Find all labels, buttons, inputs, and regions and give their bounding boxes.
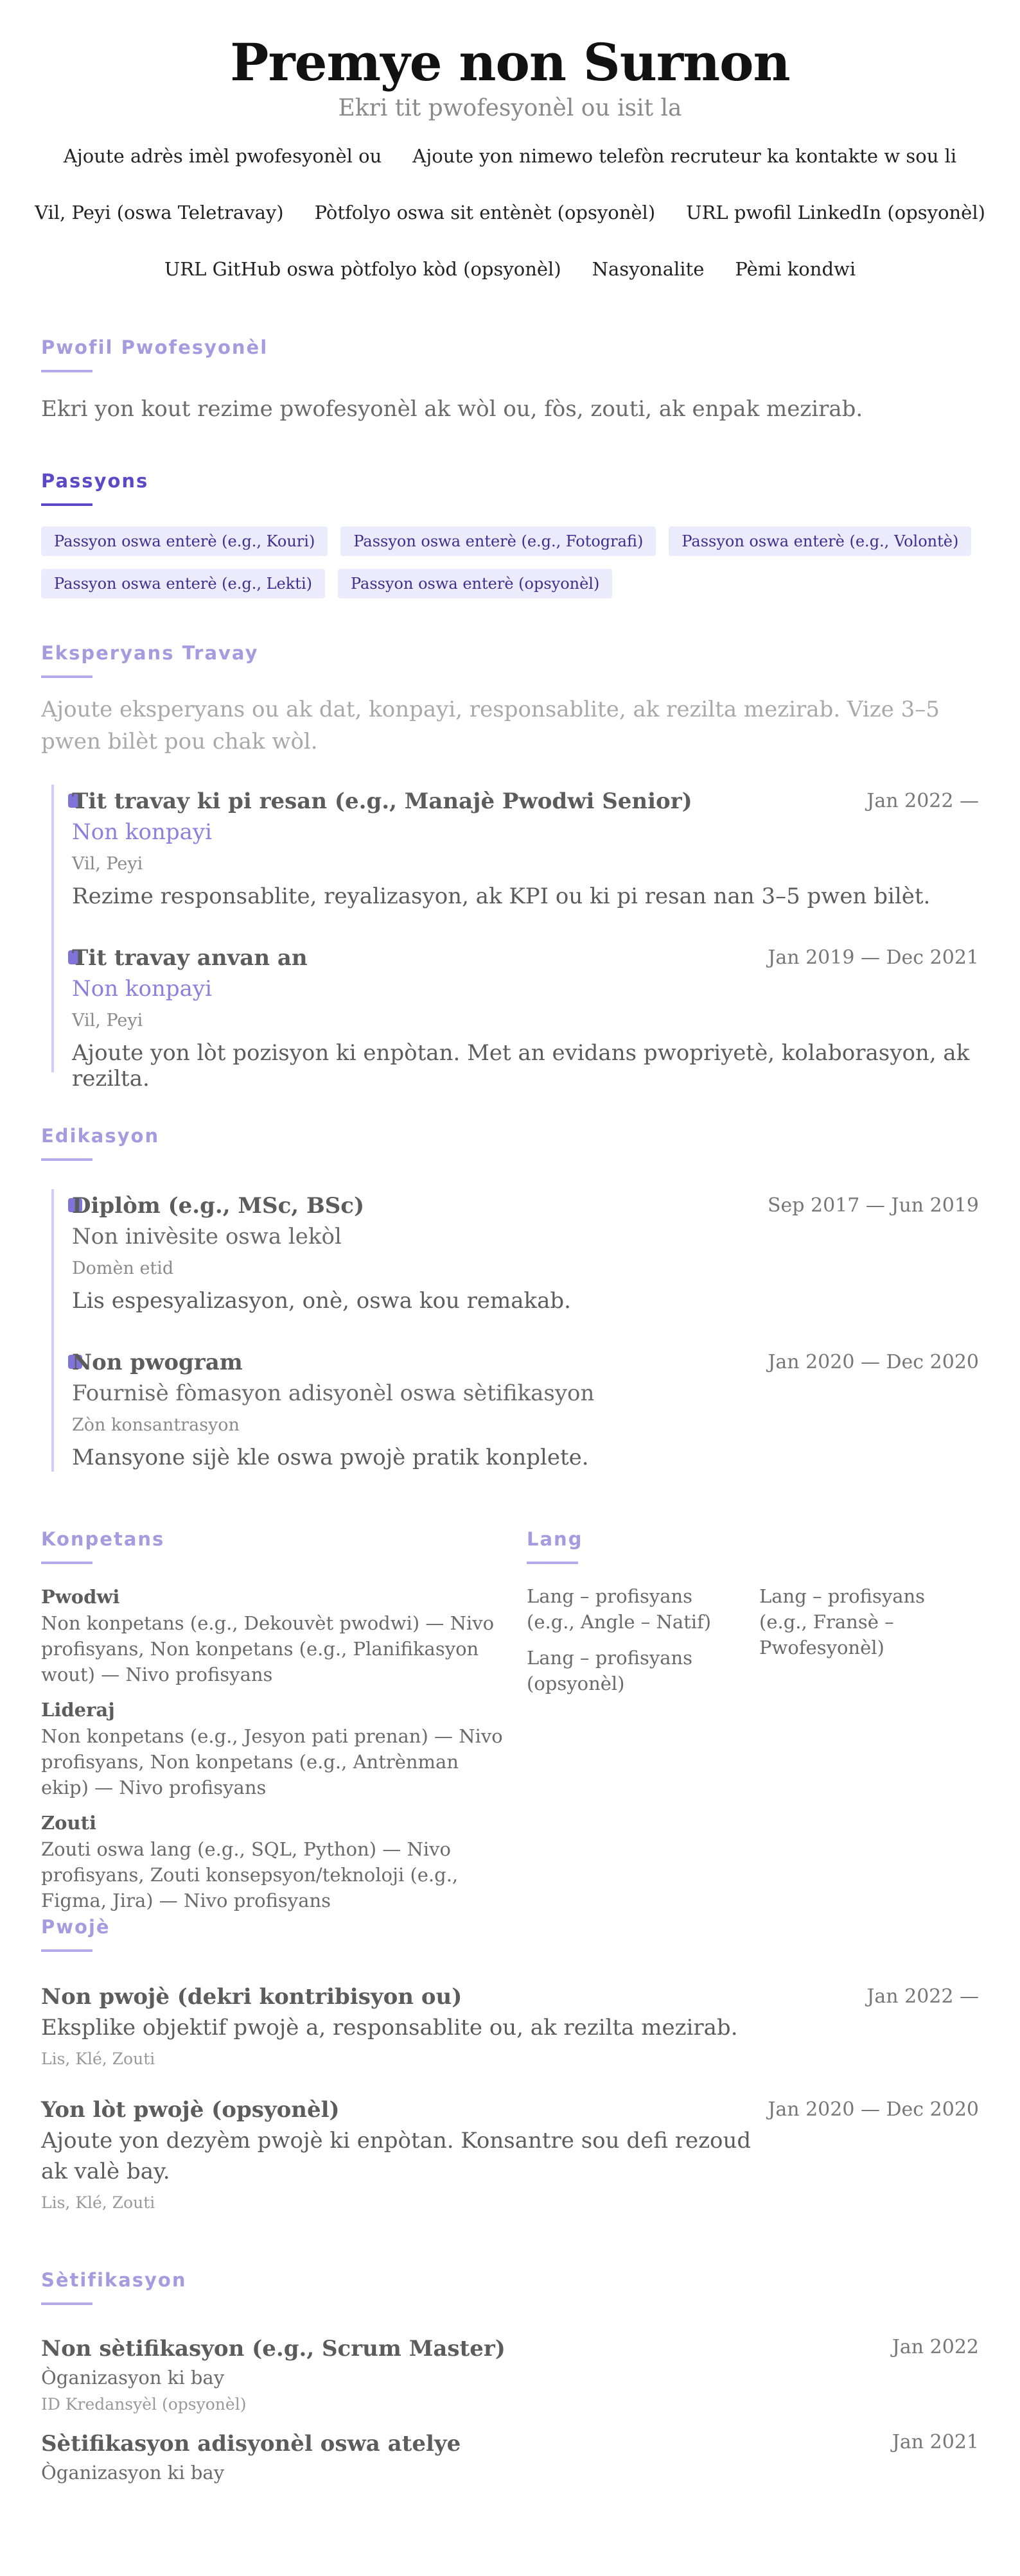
education-field: Zòn konsantrasyon <box>72 1415 240 1435</box>
projects-section-rule <box>41 1949 92 1952</box>
certification-name: Non sètifikasyon (e.g., Scrum Master) <box>41 2336 506 2362</box>
skill-category: Lideraj <box>41 1699 115 1721</box>
certification-credential-id: ID Kredansyèl (opsyonèl) <box>41 2395 247 2414</box>
project-name: Yon lòt pwojè (opsyonèl) <box>41 2097 340 2123</box>
education-section-title: Edikasyon <box>41 1125 160 1147</box>
skill-items: Zouti oswa lang (e.g., SQL, Python) — Nivo profisyans, Zouti konsepsyon/teknoloji (e.g., Figma, Jira) — Nivo profisyans <box>41 1838 459 1911</box>
experience-intro: Ajoute eksperyans ou ak dat, konpayi, responsablite, ak rezilta mezirab. Vize 3–5 pwen bilèt pou chak wòl. <box>41 697 940 754</box>
certification-issuer: Òganizasyon ki bay <box>41 2462 225 2484</box>
project-description: Ajoute yon dezyèm pwojè ki enpòtan. Konsantre sou defi rezoud ak valè bay. <box>41 2128 752 2184</box>
experience-section-rule <box>41 675 92 678</box>
contact-phone[interactable]: Ajoute yon nimewo telefòn recruteur ka kontakte w sou li <box>412 145 957 167</box>
education-description: Lis espesyalizasyon, onè, oswa kou remakab. <box>72 1288 571 1314</box>
projects-section-title: Pwojè <box>41 1916 110 1938</box>
contact-email[interactable]: Ajoute adrès imèl pwofesyonèl ou <box>63 145 382 167</box>
contact-portfolio[interactable]: Pòtfolyo oswa sit entènèt (opsyonèl) <box>314 202 656 223</box>
education-school: Non inivèsite oswa lekòl <box>72 1224 342 1249</box>
contact-linkedin[interactable]: URL pwofil LinkedIn (opsyonèl) <box>686 202 985 223</box>
contact-nationality: Nasyonalite <box>592 258 705 280</box>
profile-section-title: Pwofil Pwofesyonèl <box>41 336 268 358</box>
project-tags: Lis, Klé, Zouti <box>41 2049 155 2068</box>
education-dates: Jan 2020 — Dec 2020 <box>768 1351 979 1373</box>
project-dates: Jan 2020 — Dec 2020 <box>768 2098 979 2121</box>
job-title: Tit travay ki pi resan (e.g., Manajè Pwodwi Senior) <box>72 788 692 814</box>
project-tags: Lis, Klé, Zouti <box>41 2193 155 2212</box>
certifications-section-title: Sètifikasyon <box>41 2269 187 2291</box>
job-location: Vil, Peyi <box>72 1011 143 1031</box>
skills-section-rule <box>41 1562 92 1564</box>
job-dates: Jan 2019 — Dec 2021 <box>768 946 979 969</box>
job-title: Tit travay anvan an <box>72 945 308 971</box>
education-section-rule <box>41 1158 92 1161</box>
interests-section-rule <box>41 503 92 506</box>
job-description: Ajoute yon lòt pozisyon ki enpòtan. Met an evidans pwopriyetè, kolaborasyon, ak rezilta. <box>72 1040 970 1092</box>
contact-license: Pèmi kondwi <box>735 258 856 280</box>
certification-date: Jan 2021 <box>892 2431 979 2453</box>
project-dates: Jan 2022 — <box>866 1985 979 2008</box>
skill-items: Non konpetans (e.g., Jesyon pati prenan) — Nivo profisyans, Non konpetans (e.g., Antrènman ekip) — Nivo profisyans <box>41 1725 503 1798</box>
candidate-headline: Ekri tit pwofesyonèl ou isit la <box>338 95 682 121</box>
interest-chip: Passyon oswa enterè (e.g., Lekti) <box>41 569 325 598</box>
education-field: Domèn etid <box>72 1258 174 1278</box>
skills-section-title: Konpetans <box>41 1528 165 1550</box>
interests-chip-list <box>41 527 979 598</box>
education-degree: Diplòm (e.g., MSc, BSc) <box>72 1193 365 1219</box>
languages-section-rule <box>527 1562 578 1564</box>
profile-section-rule <box>41 370 92 372</box>
skill-items: Non konpetans (e.g., Dekouvèt pwodwi) — Nivo profisyans, Non konpetans (e.g., Planifikasyon wout) — Nivo profisyans <box>41 1612 495 1685</box>
experience-timeline-bar <box>51 785 54 1072</box>
interest-chip: Passyon oswa enterè (e.g., Fotografi) <box>340 527 656 556</box>
languages-section-title: Lang <box>527 1528 583 1550</box>
job-location: Vil, Peyi <box>72 854 143 874</box>
contact-row-3 <box>0 258 1020 280</box>
profile-summary: Ekri yon kout rezime pwofesyonèl ak wòl ou, fòs, zouti, ak enpak mezirab. <box>41 396 863 422</box>
education-timeline-bar <box>51 1189 54 1472</box>
certification-issuer: Òganizasyon ki bay <box>41 2367 225 2389</box>
education-dates: Sep 2017 — Jun 2019 <box>767 1194 979 1217</box>
job-description: Rezime responsablite, reyalizasyon, ak KPI ou ki pi resan nan 3–5 pwen bilèt. <box>72 883 931 909</box>
candidate-name: Premye non Surnon <box>230 32 790 92</box>
contact-row-2 <box>0 202 1020 223</box>
language-item: Lang – profisyans (e.g., Fransè – Pwofesyonèl) <box>759 1585 926 1658</box>
interests-section-title: Passyons <box>41 470 149 492</box>
education-school: Fournisè fòmasyon adisyonèl oswa sètifikasyon <box>72 1380 595 1406</box>
job-company: Non konpayi <box>72 819 213 845</box>
contact-location: Vil, Peyi (oswa Teletravay) <box>35 202 284 223</box>
contact-row-1 <box>0 145 1020 167</box>
education-description: Mansyone sijè kle oswa pwojè pratik konplete. <box>72 1445 589 1470</box>
experience-section-title: Eksperyans Travay <box>41 642 259 664</box>
language-item: Lang – profisyans (opsyonèl) <box>527 1647 693 1694</box>
certifications-section-rule <box>41 2302 92 2305</box>
project-name: Non pwojè (dekri kontribisyon ou) <box>41 1984 462 2010</box>
job-dates: Jan 2022 — <box>866 790 979 812</box>
contact-github[interactable]: URL GitHub oswa pòtfolyo kòd (opsyonèl) <box>164 258 561 280</box>
job-company: Non konpayi <box>72 976 213 1002</box>
education-degree: Non pwogram <box>72 1350 243 1375</box>
language-item: Lang – profisyans (e.g., Angle – Natif) <box>527 1585 712 1633</box>
certification-date: Jan 2022 <box>892 2336 979 2358</box>
interest-chip: Passyon oswa enterè (opsyonèl) <box>338 569 612 598</box>
project-description: Eksplike objektif pwojè a, responsablite ou, ak rezilta mezirab. <box>41 2015 738 2041</box>
interest-chip: Passyon oswa enterè (e.g., Kouri) <box>41 527 328 556</box>
certification-name: Sètifikasyon adisyonèl oswa atelye <box>41 2431 461 2457</box>
interest-chip: Passyon oswa enterè (e.g., Volontè) <box>669 527 971 556</box>
skill-category: Zouti <box>41 1812 97 1834</box>
skill-category: Pwodwi <box>41 1586 120 1608</box>
